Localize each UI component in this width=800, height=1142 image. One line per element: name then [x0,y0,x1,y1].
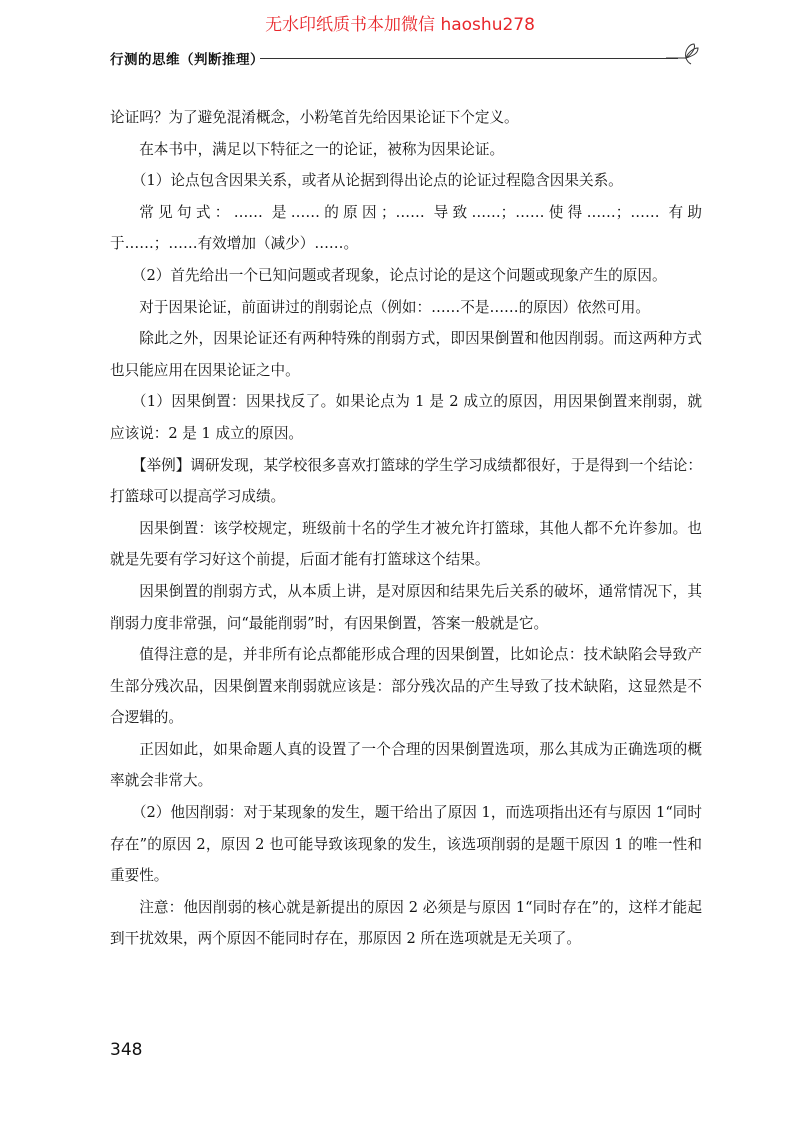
paragraph: 正因如此，如果命题人真的设置了一个合理的因果倒置选项，那么其成为正确选项的概率就会非常大。 [110,740,702,790]
leaf-ornament-icon [664,40,700,66]
paragraph: （1）论点包含因果关系，或者从论据到得出论点的论证过程隐含因果关系。 [131,172,623,190]
page-number: 348 [110,1040,143,1060]
paragraph: 论证吗？为了避免混淆概念，小粉笔首先给因果论证下个定义。 [110,109,519,126]
paragraph: 在本书中，满足以下特征之一的论证，被称为因果论证。 [139,140,505,158]
body-text [110,102,702,955]
paragraph: （1）因果倒置：因果找反了。如果论点为 1 是 2 成立的原因，用因果倒置来削弱，就应该说：2 是 1 成立的原因。 [110,393,702,442]
example-paragraph: 【举例】调研发现，某学校很多喜欢打篮球的学生学习成绩都很好，于是得到一个结论：打篮球可以提高学习成绩。 [110,456,702,506]
paragraph: 对于因果论证，前面讲过的削弱论点（例如：……不是……的原因）依然可用。 [139,298,650,316]
paragraph: 值得注意的是，并非所有论点都能形成合理的因果倒置，比如论点：技术缺陷会导致产生部分残次品，因果倒置来削弱就应该是：部分残次品的产生导致了技术缺陷，这显然是不合逻辑的。 [110,646,702,727]
paragraph: 除此之外，因果论证还有两种特殊的削弱方式，即因果倒置和他因削弱。而这两种方式也只能应用在因果论证之中。 [110,330,702,379]
running-header-title: 行测的思维（判断推理） [110,48,272,68]
running-header [110,48,700,72]
paragraph: （2）首先给出一个已知问题或者现象，论点讨论的是这个问题或现象产生的原因。 [131,266,667,284]
watermark: 无水印纸质书本加微信 haoshu278 [265,15,535,35]
header-rule [260,58,678,59]
paragraph: 因果倒置：该学校规定，班级前十名的学生才被允许打篮球，其他人都不允许参加。也就是先要有学习好这个前提，后面才能有打篮球这个结果。 [110,519,702,569]
paragraph: 常见句式：…… 是……的原因；…… 导致……；……使得……；…… 有助于……；……有效增加（减少）……。 [110,203,702,253]
note-paragraph: 注意：他因削弱的核心就是新提出的原因 2 必须是与原因 1“同时存在”的，这样才能起到干扰效果，两个原因不能同时存在，那原因 2 所在选项就是无关项了。 [110,898,702,948]
paragraph: （2）他因削弱：对于某现象的发生，题干给出了原因 1，而选项指出还有与原因 1“同时存在”的原因 2，原因 2 也可能导致该现象的发生，该选项削弱的是题干原因 1 的唯一性和重要性。 [110,804,702,885]
paragraph: 因果倒置的削弱方式，从本质上讲，是对原因和结果先后关系的破坏，通常情况下，其削弱力度非常强，问“最能削弱”时，有因果倒置，答案一般就是它。 [110,582,702,632]
